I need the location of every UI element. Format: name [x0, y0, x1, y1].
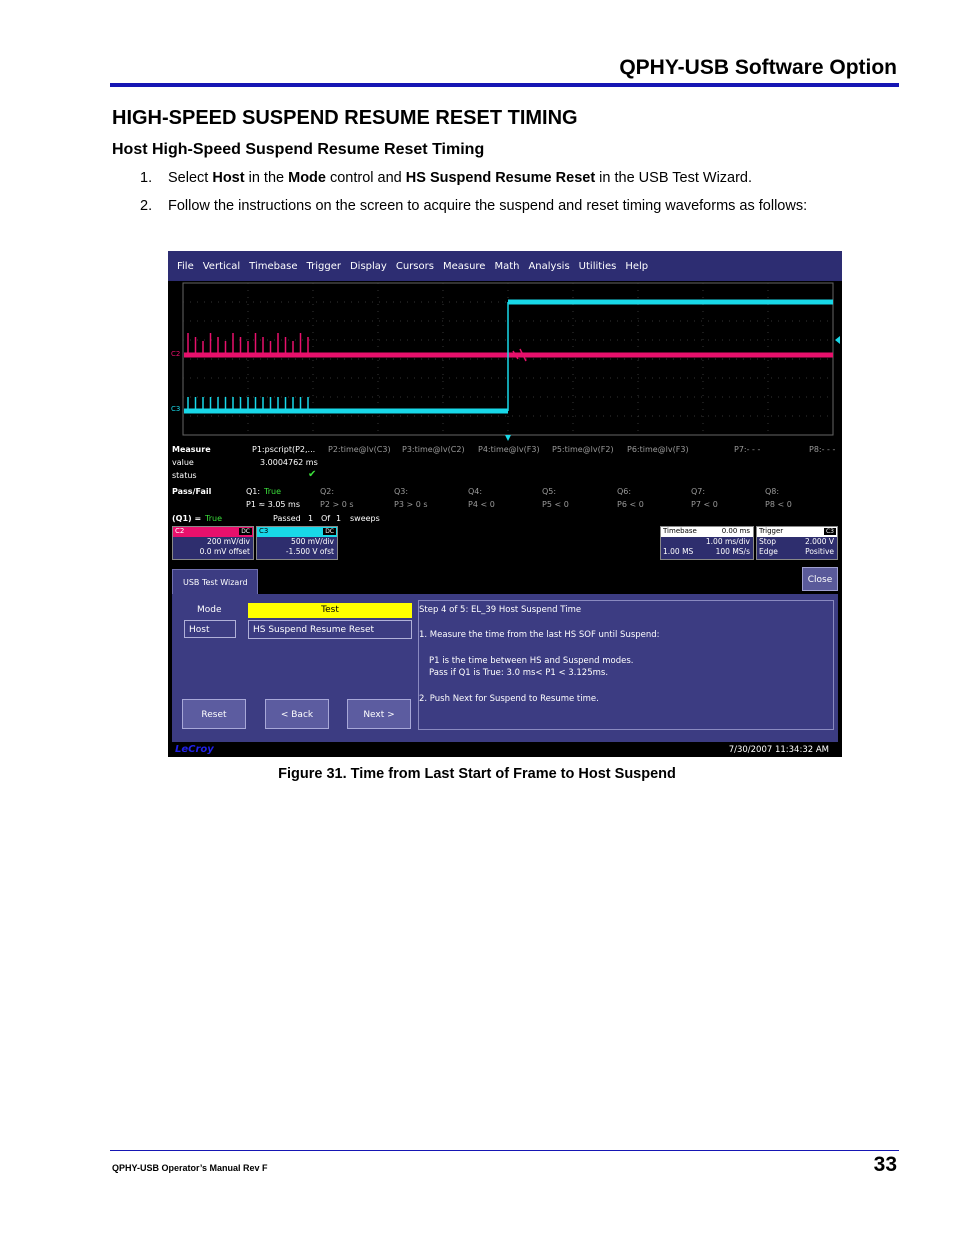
menu-math[interactable]: Math	[494, 260, 520, 272]
param-p7[interactable]: P7:- - -	[734, 445, 761, 454]
param-p1-value: 3.0004762 ms	[260, 458, 318, 467]
header-rule	[110, 83, 899, 87]
q8-condition: P8 < 0	[765, 500, 792, 509]
c2-vdiv: 200 mV/div	[207, 537, 250, 546]
q1-label[interactable]: Q1:	[246, 487, 261, 496]
step-number: 2.	[140, 198, 153, 214]
step-text: in the	[244, 170, 289, 186]
c2-coupling: DC	[241, 528, 250, 535]
c3-name: C3	[259, 527, 269, 535]
c2-trace-label: C2	[171, 350, 181, 358]
oscilloscope-screenshot	[168, 251, 842, 757]
c3-offset: -1.500 V ofst	[285, 547, 334, 556]
q4-condition: P4 < 0	[468, 500, 495, 509]
trigger-descriptor[interactable]	[756, 526, 838, 560]
passed-label: Passed	[273, 514, 301, 523]
next-button[interactable]: Next >	[347, 699, 411, 729]
header-title: QPHY-USB Software Option	[619, 56, 897, 79]
step-2	[140, 198, 807, 214]
instruction-line: P1 is the time between HS and Suspend modes.	[429, 656, 634, 666]
step-text: in the USB Test Wizard.	[595, 170, 753, 186]
q2-label[interactable]: Q2:	[320, 487, 335, 496]
trigger-mode: Stop	[759, 537, 777, 546]
summary-label: (Q1) =	[172, 514, 202, 523]
test-select[interactable]: HS Suspend Resume Reset	[248, 620, 412, 639]
timebase-delay: 0.00 ms	[721, 527, 750, 535]
close-button[interactable]: Close	[802, 567, 838, 591]
param-p5[interactable]: P5:time@lv(F2)	[552, 445, 614, 454]
trigger-header	[757, 527, 837, 537]
measure-value-label: value	[172, 458, 194, 467]
test-label: Test	[248, 603, 412, 618]
c2-descriptor-header	[173, 527, 253, 537]
q1-condition: P1 ≈ 3.05 ms	[246, 500, 301, 509]
param-p8[interactable]: P8:- - -	[809, 445, 836, 454]
q2-condition: P2 > 0 s	[320, 500, 354, 509]
menu-trigger[interactable]: Trigger	[306, 260, 341, 272]
passfail-label: Pass/Fail	[172, 487, 212, 496]
param-p2[interactable]: P2:time@lv(C3)	[328, 445, 391, 454]
trigger-type-row	[757, 547, 837, 557]
back-button[interactable]: < Back	[265, 699, 329, 729]
status-datetime: 7/30/2007 11:34:32 AM	[728, 745, 829, 755]
q4-label[interactable]: Q4:	[468, 487, 483, 496]
c3-descriptor[interactable]	[256, 526, 338, 560]
trigger-type: Edge	[759, 547, 778, 556]
footer-text: QPHY-USB Operator’s Manual Rev F	[112, 1163, 268, 1173]
trigger-name: Trigger	[759, 527, 784, 535]
instruction-step: Step 4 of 5: EL_39 Host Suspend Time	[419, 605, 582, 615]
step-1	[140, 170, 752, 186]
status-bar	[168, 742, 842, 757]
timebase-record: 1.00 MS	[663, 547, 694, 556]
footer-rule	[110, 1150, 899, 1151]
trigger-level-icon	[835, 336, 840, 344]
measure-status-label: status	[172, 471, 197, 480]
q3-condition: P3 > 0 s	[394, 500, 428, 509]
timebase-rate: 100 MS/s	[715, 547, 750, 556]
tab-usb-test-wizard[interactable]: USB Test Wizard	[172, 569, 258, 594]
menu-file[interactable]: File	[177, 260, 194, 272]
menu-timebase[interactable]: Timebase	[249, 260, 298, 272]
q5-condition: P5 < 0	[542, 500, 569, 509]
mode-label: Mode	[197, 605, 222, 615]
q3-label[interactable]: Q3:	[394, 487, 409, 496]
menu-display[interactable]: Display	[349, 260, 387, 272]
c3-coupling: DC	[325, 528, 334, 535]
timebase-descriptor[interactable]	[660, 526, 754, 560]
q6-label[interactable]: Q6:	[617, 487, 632, 496]
step-bold: Host	[212, 170, 245, 186]
measure-label: Measure	[172, 445, 211, 454]
menu-bar	[168, 251, 842, 281]
step-text: Follow the instructions on the screen to acquire the suspend and reset timing waveforms as follows:	[168, 198, 808, 214]
c3-trace-label: C3	[171, 405, 181, 413]
page-number: 33	[873, 1153, 897, 1176]
section-title: HIGH-SPEED SUSPEND RESUME RESET TIMING	[112, 107, 578, 129]
param-p6[interactable]: P6:time@lv(F3)	[627, 445, 689, 454]
instruction-line: 1. Measure the time from the last HS SOF until Suspend:	[419, 630, 660, 640]
subsection-title: Host High-Speed Suspend Resume Reset Timing	[112, 141, 485, 158]
passed-count: 1	[308, 514, 314, 523]
menu-vertical[interactable]: Vertical	[202, 260, 241, 272]
summary-state: True	[205, 514, 222, 523]
step-text: control and	[325, 170, 406, 186]
menu-help[interactable]: Help	[625, 260, 649, 272]
menu-utilities[interactable]: Utilities	[578, 260, 617, 272]
timebase-header	[661, 527, 753, 537]
c3-descriptor-header	[257, 527, 337, 537]
param-p1[interactable]: P1:pscript(P2,...	[252, 445, 316, 454]
reset-button[interactable]: Reset	[182, 699, 246, 729]
trigger-marker-icon	[505, 435, 511, 441]
q1-state: True	[264, 487, 281, 496]
of-count: 1	[336, 514, 342, 523]
trigger-level: 2.000 V	[805, 537, 834, 546]
trigger-source: C3	[825, 528, 834, 535]
c2-name: C2	[175, 527, 185, 535]
menu-measure[interactable]: Measure	[442, 260, 486, 272]
c2-descriptor[interactable]	[172, 526, 254, 560]
menu-analysis[interactable]: Analysis	[528, 260, 570, 272]
step-bold: Mode	[288, 170, 326, 186]
param-p3[interactable]: P3:time@lv(C2)	[402, 445, 465, 454]
menu-cursors[interactable]: Cursors	[395, 260, 434, 272]
of-label: Of	[321, 514, 331, 523]
q8-label[interactable]: Q8:	[765, 487, 780, 496]
mode-select[interactable]: Host	[184, 620, 236, 638]
q5-label[interactable]: Q5:	[542, 487, 557, 496]
waveform-grid	[168, 281, 842, 443]
timebase-samples	[661, 547, 753, 557]
c3-vdiv: 500 mV/div	[291, 537, 334, 546]
c2-offset: 0.0 mV offset	[199, 547, 250, 556]
trigger-slope: Positive	[805, 547, 834, 556]
trigger-mode-row	[757, 537, 837, 547]
timebase-tdiv: 1.00 ms/div	[705, 537, 750, 546]
step-text: Select	[168, 170, 213, 186]
instruction-line: 2. Push Next for Suspend to Resume time.	[419, 694, 599, 704]
instruction-line: Pass if Q1 is True: 3.0 ms< P1 < 3.125ms.	[429, 668, 609, 678]
step-bold: HS Suspend Resume Reset	[405, 170, 596, 186]
q7-condition: P7 < 0	[691, 500, 718, 509]
q6-condition: P6 < 0	[617, 500, 644, 509]
instructions-box	[418, 600, 834, 730]
lecroy-logo: LeCroy	[175, 744, 214, 755]
q7-label[interactable]: Q7:	[691, 487, 706, 496]
figure-caption: Figure 31. Time from Last Start of Frame to Host Suspend	[278, 766, 676, 782]
sweeps-label: sweeps	[350, 514, 380, 523]
status-check-icon: ✔	[308, 469, 317, 480]
step-number: 1.	[140, 170, 153, 186]
timebase-name: Timebase	[663, 527, 697, 535]
param-p4[interactable]: P4:time@lv(F3)	[478, 445, 540, 454]
